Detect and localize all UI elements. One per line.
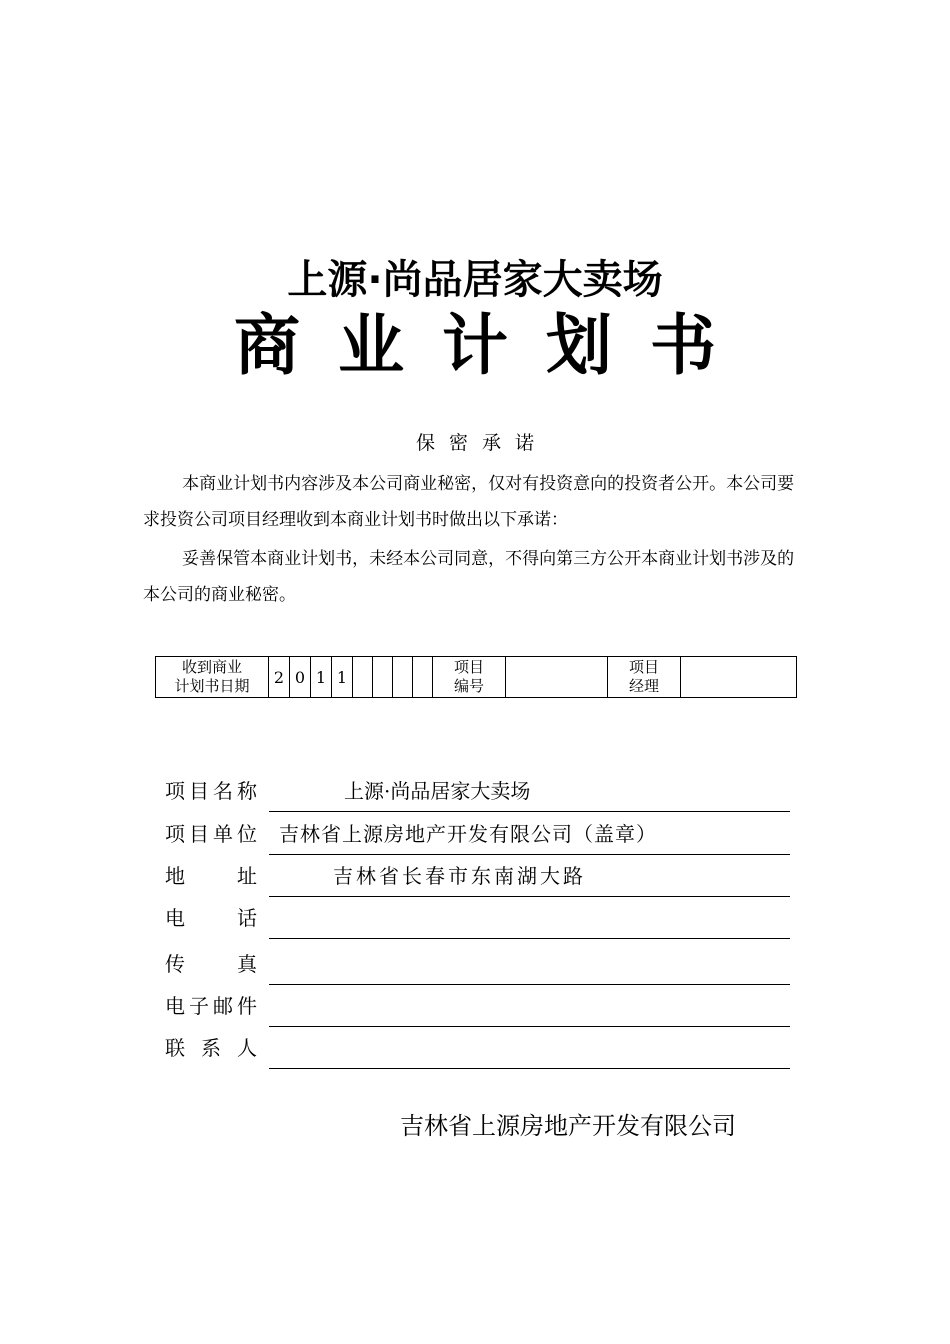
field-project-unit-label: 项目单位 — [165, 822, 257, 846]
receipt-manager-label-line1: 项目 — [628, 658, 659, 676]
cover-title-document: 商业计划书 — [234, 306, 754, 384]
receipt-date-digit[interactable]: 2 — [269, 657, 290, 698]
field-project-name — [165, 770, 790, 812]
receipt-date-digit[interactable]: 0 — [290, 657, 311, 698]
receipt-project-number-value[interactable] — [506, 657, 608, 698]
receipt-date-label-line2: 计划书日期 — [174, 677, 250, 695]
receipt-date-label — [156, 657, 269, 698]
field-fax — [165, 943, 790, 985]
receipt-project-number-label-line2: 编号 — [453, 677, 484, 695]
company-footer: 吉林省上源房地产开发有限公司 — [400, 1112, 736, 1140]
field-phone — [165, 897, 790, 939]
field-address — [165, 855, 790, 897]
field-project-unit — [165, 813, 790, 855]
secrecy-heading: 保密承诺 — [415, 432, 548, 454]
field-address-value[interactable]: 吉林省长春市东南湖大路 — [269, 855, 790, 897]
field-project-name-value[interactable]: 上源·尚品居家大卖场 — [269, 770, 790, 812]
field-email-value[interactable] — [269, 985, 790, 1027]
secrecy-paragraph-1: 本商业计划书内容涉及本公司商业秘密，仅对有投资意向的投资者公开。本公司要求投资公司项目经理收到本商业计划书时做出以下承诺： — [143, 474, 795, 530]
field-project-name-label: 项目名称 — [165, 779, 257, 803]
receipt-date-label-line1: 收到商业 — [181, 658, 242, 676]
secrecy-paragraph-2: 妥善保管本商业计划书，未经本公司同意，不得向第三方公开本商业计划书涉及的本公司的商业秘密。 — [143, 549, 795, 605]
field-fax-value[interactable] — [269, 943, 790, 985]
receipt-project-number-label-line1: 项目 — [453, 658, 484, 676]
receipt-manager-value[interactable] — [681, 657, 797, 698]
field-phone-label: 电话 — [165, 906, 257, 930]
receipt-date-digit[interactable] — [413, 657, 433, 698]
receipt-manager-label — [608, 657, 681, 698]
field-phone-value[interactable] — [269, 897, 790, 939]
receipt-date-digit[interactable] — [353, 657, 373, 698]
field-email-label: 电子邮件 — [165, 994, 257, 1018]
receipt-date-digit[interactable]: 1 — [311, 657, 332, 698]
field-contact — [165, 1027, 790, 1069]
receipt-project-number-label — [433, 657, 506, 698]
field-contact-value[interactable] — [269, 1027, 790, 1069]
receipt-date-digit[interactable] — [393, 657, 413, 698]
field-contact-label: 联系人 — [165, 1036, 257, 1060]
receipt-date-digit[interactable] — [373, 657, 393, 698]
receipt-date-digit[interactable]: 1 — [332, 657, 353, 698]
field-email — [165, 985, 790, 1027]
receipt-table — [155, 656, 797, 698]
field-fax-label: 传真 — [165, 952, 257, 976]
field-address-label: 地址 — [165, 864, 257, 888]
field-project-unit-value[interactable]: 吉林省上源房地产开发有限公司（盖章） — [269, 813, 790, 855]
receipt-manager-label-line2: 经理 — [628, 677, 659, 695]
cover-title-main: 上源·尚品居家大卖场 — [287, 257, 663, 303]
